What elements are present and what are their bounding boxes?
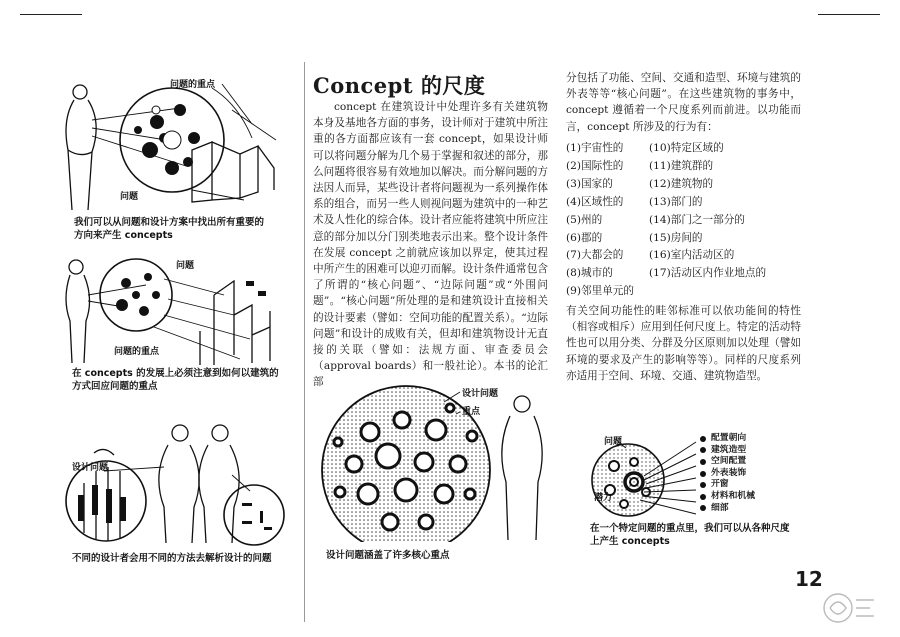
page-number: 12 <box>795 567 823 591</box>
figure-4-label-focus: 重点 <box>462 407 481 417</box>
figure-1-label-focus: 问题的重点 <box>170 80 216 90</box>
list-item: 材料和机械 <box>700 491 755 503</box>
bullet-icon <box>700 482 706 488</box>
bullet-icon <box>700 459 706 465</box>
figure-2-sketch <box>64 255 294 367</box>
gutter-line <box>304 62 305 622</box>
list-item: 配置朝向 <box>700 433 755 445</box>
article-paragraph-1: concept 在建筑设计中处理许多有关建筑物本身及基地各方面的事务，设计师对于建筑中所注重的各方面都应该有一套 concept，如果设计师可以将问题分解为几个易于掌握和叙述的部分，那么问题将很容易有效地加以解决。而分解问题的方法因人而异，某些设计者将问题视为一系列操作体系的组合，而另一些人则视问题为建筑中的一种艺术及人性化的综合体。设计者应能将建筑中所应注意的部分加以分门别类地表示出来。整个设计条件在发展 concept 之前就应该加以界定，使其过程中所产生的困难可以迎刃而解。设计条件通常包含了所谓的“核心问题”、“边际问题”或“外围问题”。“核心问题”所处理的是和建筑设计直接相关的设计要素（譬如：空间功能的配置关系）。“边际问题”和设计的成败有关，但却和建筑物设计无直接的关联（譬如：法规方面、审查委员会（approval boards）和一般社论）。本书的论汇部 <box>313 101 548 389</box>
figure-5-label-problem: 问题 <box>604 437 623 447</box>
scale-list <box>566 140 796 301</box>
bullet-icon <box>700 471 706 477</box>
list-item: 外表装饰 <box>700 468 755 480</box>
figure-5-sketch <box>588 436 698 518</box>
figure-1-caption: 我们可以从问题和设计方案中找出所有重要的方向来产生 concepts <box>74 217 265 241</box>
article-title: Concept 的尺度 <box>313 73 486 98</box>
figure-5-label-pressure: 潜力 <box>594 493 613 503</box>
figure-2-label-focus: 问题的重点 <box>114 347 160 357</box>
figure-4-sketch <box>310 382 560 542</box>
watermark-logo-icon <box>818 586 878 626</box>
scale-list-row: (2)国际性的 (11)建筑群的 <box>566 159 714 172</box>
scale-list-row: (1)宇宙性的 (10)特定区域的 <box>566 142 724 154</box>
figure-5-caption: 在一个特定问题的重点里，我们可以从各种尺度上产生 concepts <box>590 523 790 547</box>
article-paragraph-2: 分包括了功能、空间、交通和造型、环境与建筑的外表等等“核心问题”。在这些建筑物的事务中，concept 遵循着一个尺度系列而前进。以功能而言，concept 所涉及的行为有： <box>566 72 801 133</box>
figure-2-caption: 在 concepts 的发展上必须注意到如何以建筑的方式回应问题的重点 <box>72 368 279 392</box>
scale-list-row: (9)邻里单元的 <box>566 285 634 298</box>
figure-4-caption: 设计问题涵盖了许多核心重点 <box>326 550 450 561</box>
figure-5-bullet-list <box>700 433 755 514</box>
top-border-left <box>20 14 82 15</box>
bullet-icon <box>700 494 706 500</box>
bullet-icon <box>700 505 706 511</box>
scale-list-row: (5)州的 (14)部门之一部分的 <box>566 213 745 226</box>
figure-4-label-problem: 设计问题 <box>462 389 499 399</box>
figure-3-label-problem: 设计问题 <box>72 463 109 473</box>
bullet-icon <box>700 447 706 453</box>
scale-list-row: (7)大都会的 (16)室内活动区的 <box>566 249 735 262</box>
figure-1-sketch <box>62 80 297 215</box>
list-item: 开窗 <box>700 479 755 491</box>
list-item: 建筑造型 <box>700 445 755 457</box>
list-item: 细部 <box>700 503 755 515</box>
figure-2-label-problem: 问题 <box>176 261 195 271</box>
article-paragraph-3: 有关空间功能性的畦邻标准可以依功能间的特性（相容或相斥）应用到任何尺度上。特定的活动特性也可以用分类、分群及分区原则加以处理（譬如环境的要求及产生的影响等等）。同样的尺度系列亦适用于空间、环境、交通、建筑物造型。 <box>566 305 801 382</box>
bullet-icon <box>700 436 706 442</box>
top-border-right <box>818 14 880 15</box>
scale-list-row: (4)区域性的 (13)部门的 <box>566 195 703 208</box>
figure-1-label-problem: 问题 <box>120 192 139 202</box>
scale-list-row: (3)国家的 (12)建筑物的 <box>566 177 714 190</box>
scale-list-row: (6)郡的 (15)房间的 <box>566 231 703 244</box>
scale-list-row: (8)城市的 (17)活动区内作业地点的 <box>566 267 767 280</box>
figure-3-sketch <box>64 415 296 547</box>
figure-3-caption: 不同的设计者会用不同的方法去解析设计的问题 <box>72 553 272 564</box>
list-item: 空间配置 <box>700 456 755 468</box>
